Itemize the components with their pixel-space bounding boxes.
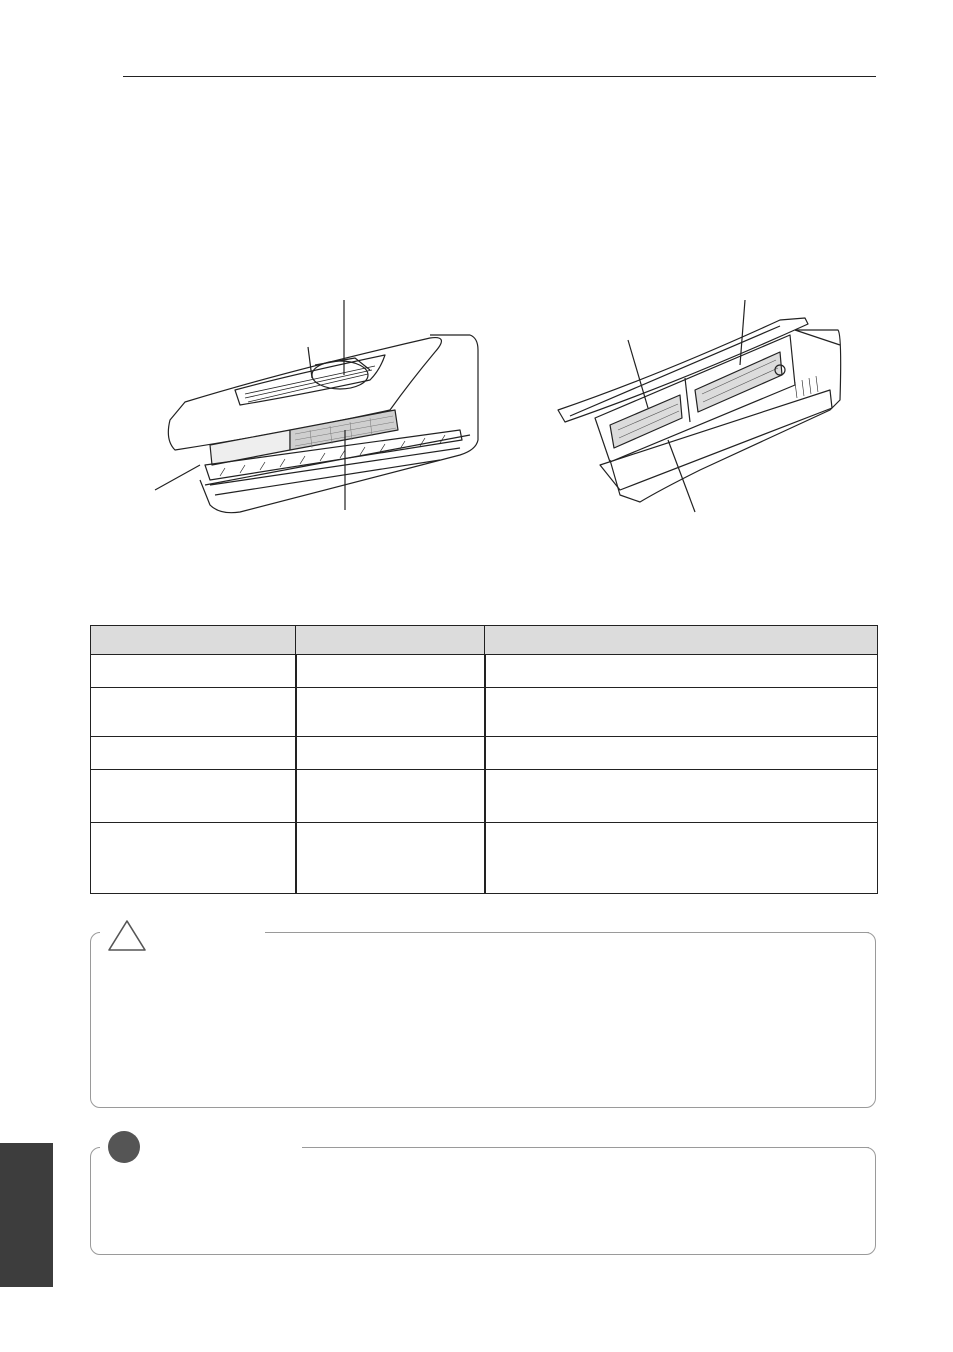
table-cell bbox=[485, 655, 878, 688]
warning-triangle-icon bbox=[107, 919, 147, 953]
table-row bbox=[91, 737, 878, 770]
side-language-tab bbox=[0, 1143, 53, 1287]
spec-table bbox=[90, 625, 878, 894]
table-cell bbox=[91, 655, 296, 688]
table-header-row bbox=[91, 626, 878, 655]
note-box bbox=[90, 1147, 876, 1255]
note-header-line bbox=[302, 1147, 869, 1148]
table-header-cell bbox=[91, 626, 296, 655]
table-cell bbox=[91, 823, 296, 894]
note-circle-icon bbox=[108, 1131, 140, 1163]
table-cell bbox=[485, 737, 878, 770]
table-cell bbox=[91, 737, 296, 770]
caution-box bbox=[90, 932, 876, 1108]
table-cell bbox=[296, 655, 485, 688]
table-cell bbox=[296, 770, 485, 823]
caution-header-line bbox=[265, 932, 869, 933]
table-cell bbox=[485, 770, 878, 823]
table-row bbox=[91, 770, 878, 823]
unit-illustration bbox=[140, 290, 860, 530]
table-cell bbox=[485, 823, 878, 894]
table-cell bbox=[91, 770, 296, 823]
left-unit-drawing bbox=[155, 300, 478, 513]
table-cell bbox=[296, 823, 485, 894]
header-rule bbox=[123, 76, 876, 77]
table-cell bbox=[296, 737, 485, 770]
right-unit-drawing bbox=[558, 300, 841, 512]
table-row bbox=[91, 688, 878, 737]
table-cell bbox=[485, 688, 878, 737]
table-row bbox=[91, 823, 878, 894]
table-cell bbox=[91, 688, 296, 737]
table-header-cell bbox=[485, 626, 878, 655]
table-header-cell bbox=[296, 626, 485, 655]
table-row bbox=[91, 655, 878, 688]
table-cell bbox=[296, 688, 485, 737]
